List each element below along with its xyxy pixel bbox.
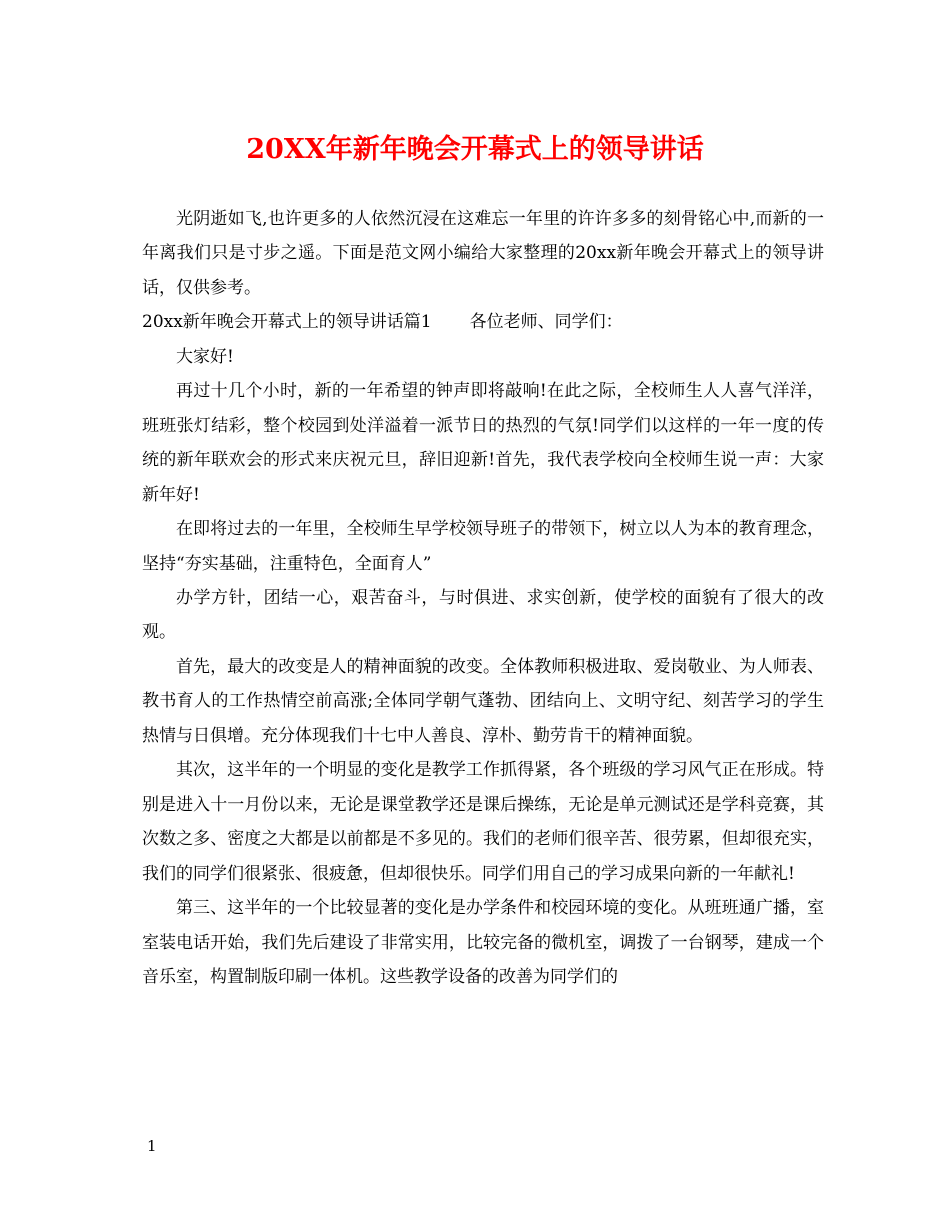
body-paragraph: 办学方针，团结一心，艰苦奋斗，与时俱进、求实创新，使学校的面貌有了很大的改观。 <box>142 587 824 643</box>
document-body <box>142 202 824 994</box>
intro-paragraph: 光阴逝如飞,也许更多的人依然沉浸在这难忘一年里的许许多多的刻骨铭心中,而新的一年离我们只是寸步之遥。下面是范文网小编给大家整理的20xx新年晚会开幕式上的领导讲话，仅供参考。 <box>142 209 824 298</box>
section-heading-line <box>142 305 824 339</box>
section-heading: 20xx新年晚会开幕式上的领导讲话篇1 <box>142 312 432 333</box>
page-number: 1 <box>147 1137 157 1155</box>
salutation: 各位老师、同学们： <box>469 312 623 333</box>
body-paragraph: 再过十几个小时，新的一年希望的钟声即将敲响!在此之际，全校师生人人喜气洋洋，班班张灯结彩，整个校园到处洋溢着一派节日的热烈的气氛!同学们以这样的一年一度的传统的新年联欢会的形式来庆祝元旦，辞旧迎新!首先，我代表学校向全校师生说一声：大家新年好! <box>142 381 824 505</box>
body-paragraph: 在即将过去的一年里，全校师生早学校领导班子的带领下，树立以人为本的教育理念，坚持“夯实基础，注重特色，全面育人” <box>142 519 824 574</box>
greeting: 大家好! <box>176 346 234 367</box>
document-title: 20XX年新年晚会开幕式上的领导讲话 <box>246 134 704 165</box>
body-paragraph: 首先，最大的改变是人的精神面貌的改变。全体教师积极进取、爱岗敬业、为人师表、教书育人的工作热情空前高涨;全体同学朝气蓬勃、团结向上、文明守纪、刻苦学习的学生热情与日俱增。充分体现我们十七中人善良、淳朴、勤劳肯干的精神面貌。 <box>142 656 824 746</box>
body-paragraph: 其次，这半年的一个明显的变化是教学工作抓得紧，各个班级的学习风气正在形成。特别是进入十一月份以来，无论是课堂教学还是课后操练，无论是单元测试还是学科竞赛，其次数之多、密度之大都是以前都是不多见的。我们的老师们很辛苦、很劳累，但却很充实，我们的同学们很紧张、很疲惫，但却很快乐。同学们用自己的学习成果向新的一年献礼! <box>142 760 824 884</box>
body-paragraph: 第三、这半年的一个比较显著的变化是办学条件和校园环境的变化。从班班通广播，室室装电话开始，我们先后建设了非常实用，比较完备的微机室，调拨了一台钢琴，建成一个音乐室，构置制版印刷一体机。这些教学设备的改善为同学们的 <box>142 898 824 987</box>
